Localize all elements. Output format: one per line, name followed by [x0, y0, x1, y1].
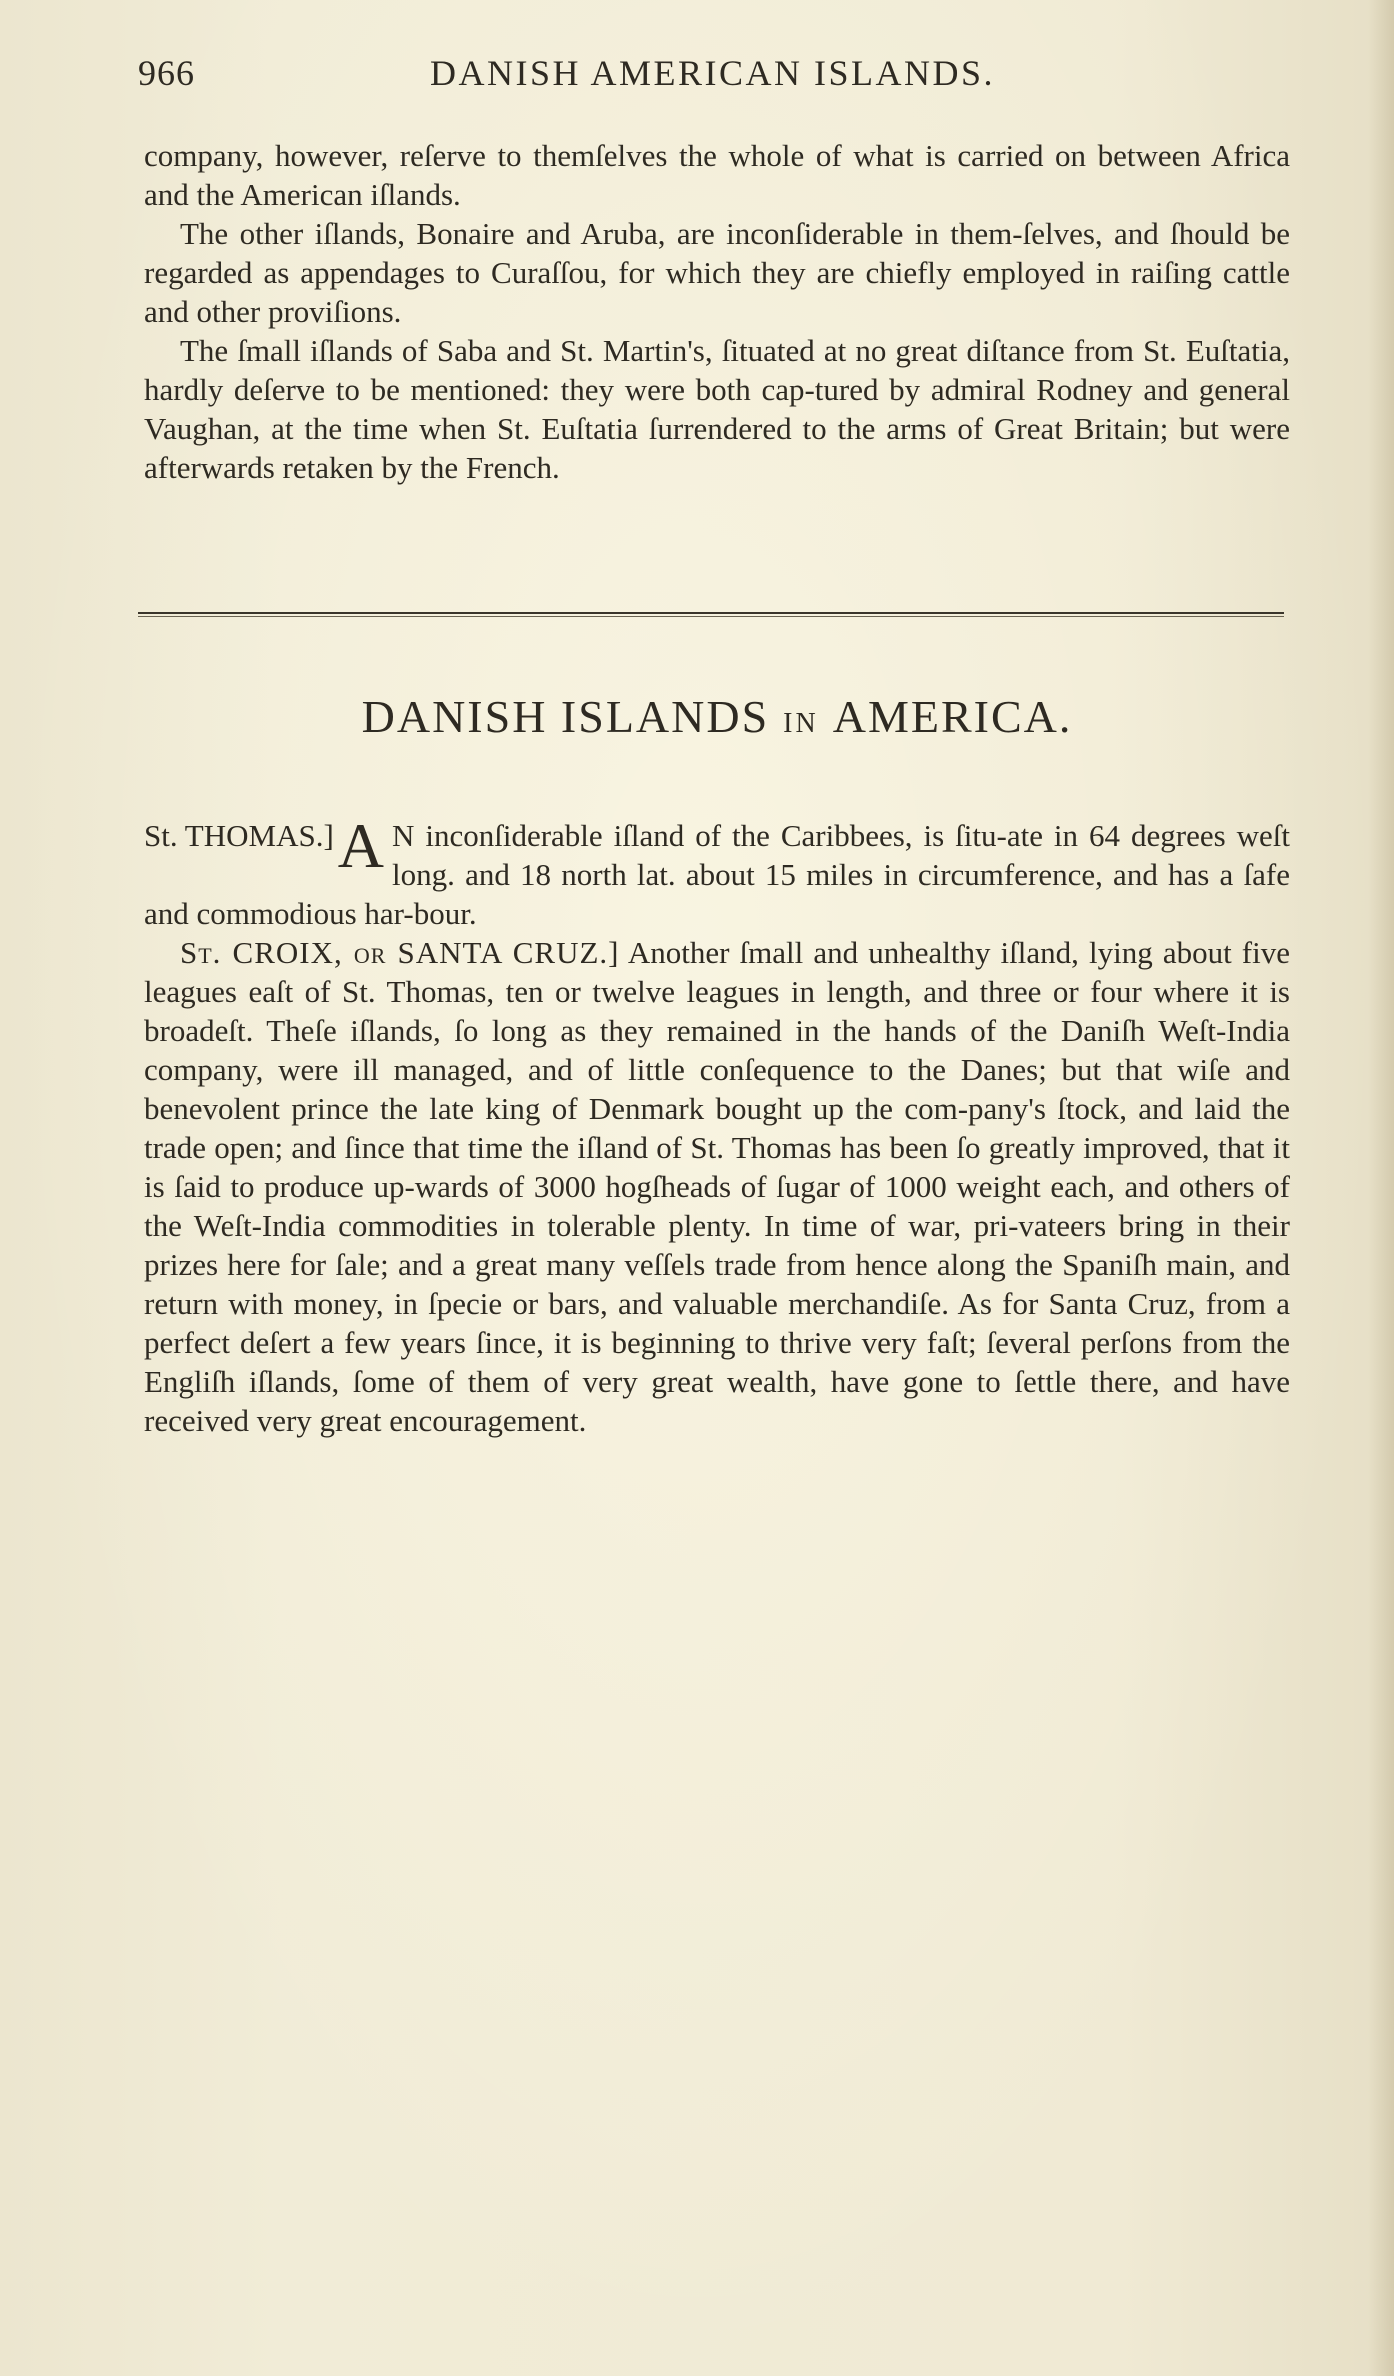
entry-label: St. THOMAS.] [144, 818, 334, 853]
heading-part: AMERICA. [832, 691, 1073, 742]
running-title: DANISH AMERICAN ISLANDS. [430, 53, 996, 93]
entry-st-croix [144, 933, 1290, 1440]
paragraph: The ſmall iſlands of Saba and St. Martin's, ſituated at no great diſtance from St. Euſtatia, hardly deſerve to be mentioned: they were both cap-tured by admiral Rodney and general Vaughan, at the time when St. Euſtatia ſurrendered to the arms of Great Britain; but were afterwards retaken by the French. [144, 333, 1290, 485]
heading-part: DANISH ISLANDS [361, 691, 770, 742]
page-edge-shadow [1368, 0, 1394, 2376]
page-number: 966 [138, 53, 195, 93]
drop-cap: A [337, 810, 384, 881]
entry-label: St. CROIX, or SANTA CRUZ.] [180, 935, 620, 970]
section-heading [144, 690, 1290, 743]
entry-text: Another ſmall and unhealthy iſland, lying about five leagues eaſt of St. Thomas, ten or twelve leagues in length, and three or four where it is broadeſt. Theſe iſlands, ſo long as they remained in the hands of the Daniſh Weſt-India company, were ill managed, and of little conſequence to the Danes; but that wiſe and benevolent prince the late king of Denmark bought up the com-pany's ſtock, and laid the trade open; and ſince that time the iſland of St. Thomas has been ſo greatly improved, that it is ſaid to produce up-wards of 3000 hogſheads of ſugar of 1000 weight each, and others of the Weſt-India commodities in tolerable plenty. In time of war, pri-vateers bring in their prizes here for ſale; and a great many veſſels trade from hence along the Spaniſh main, and return with money, in ſpecie or bars, and valuable merchandiſe. As for Santa Cruz, from a perfect deſert a few years ſince, it is beginning to thrive very faſt; ſeveral perſons from the Engliſh iſlands, ſome of them of very great wealth, have gone to ſettle there, and have received very great encouragement. [144, 935, 1290, 1438]
paragraph: company, however, reſerve to themſelves the whole of what is carried on between Africa and the American iſlands. [144, 138, 1290, 212]
running-head [138, 52, 1288, 102]
entry-st-thomas [144, 810, 1290, 933]
heading-connector: IN [783, 708, 819, 739]
entries-text-block [144, 810, 1290, 1440]
continued-text-block [144, 136, 1290, 487]
section-divider-rule [138, 612, 1284, 617]
paragraph: The other iſlands, Bonaire and Aruba, are inconſiderable in them-ſelves, and ſhould be regarded as appendages to Curaſſou, for which they are chiefly employed in raiſing cattle and other proviſions. [144, 216, 1290, 329]
entry-text: N inconſiderable iſland of the Caribbees, is ſitu-ate in 64 degrees weſt long. and 18 north lat. about 15 miles in circumference, and has a ſafe and commodious har-bour. [144, 818, 1290, 931]
